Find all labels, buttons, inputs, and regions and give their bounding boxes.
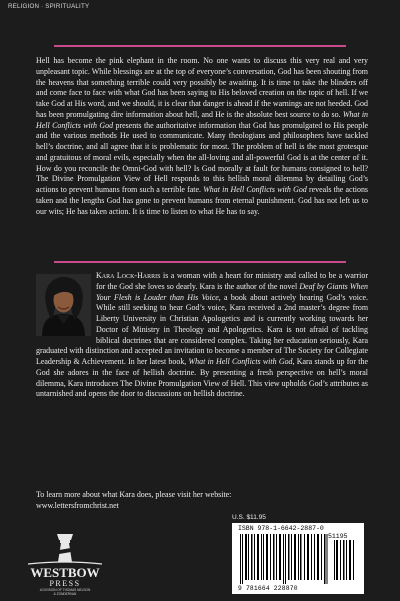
blurb-part-3: reveals the actions taken and the lengths God has gone to prevent humans from eternal punishment. God has not left us to our wits; He has taken action. It is time to listen to what He has to say.	[36, 185, 369, 216]
bio-part-1: is a woman with a heart for ministry and called to be a warrior for the God she loves so dearly. Kara is the author of the novel	[96, 271, 368, 291]
isbn-text: ISBN 978-1-6642-2887-0	[238, 525, 324, 532]
publisher-tagline-2: & ZONDERVAN	[53, 592, 77, 596]
contact-line: To learn more about what Kara does, please visit her website:	[36, 490, 232, 499]
bio-book-title-1: Deaf by Giants When Your Flesh is Louder than His Voice	[96, 281, 368, 302]
bio-part-2: , a book about actively hearing God’s voice. While still seeking to hear God’s voice, Kara received a 2nd master’s degree from Liberty University in Christian Apologetics and is currently working towards her Doctor of Ministry in Theology and Apologetics. Kara is not afraid of tackling biblical doctrines that are considered complex. Taking her education seriously, Kara graduated with distinction and accepted an invitation to become a member of The Society for Collegiate Leadership & Achievement. In her latest book,	[36, 292, 369, 366]
top-divider	[54, 45, 346, 47]
bottom-divider	[54, 261, 346, 263]
blurb-book-title-1: What in Hell Conflicts with God	[36, 109, 368, 130]
barcode	[232, 523, 364, 594]
category-label: RELIGION · SPIRITUALITY	[8, 3, 90, 10]
author-name: Kara Lock-Harris	[96, 271, 161, 280]
barcode-digits: 9 781664 228870	[238, 585, 298, 592]
publisher-name-a: WESTBOW	[30, 565, 100, 580]
barcode-bars	[238, 534, 358, 584]
publisher-name-b: PRESS	[49, 579, 81, 588]
contact-info	[36, 490, 368, 512]
website-link[interactable]: www.lettersfromchrist.net	[36, 500, 119, 510]
back-cover-blurb	[36, 56, 368, 217]
price-label: U.S. $11.95	[232, 514, 266, 521]
author-photo	[36, 274, 91, 336]
blurb-part-2: presents the authoritative information that God has promulgated to His people and the various methods He used to communicate. Many theologians and philosophers have tackled hell’s doctrine, and all agree that it is problematic for most. The problem of hell is the most grotesque and gratuitous of moral evils, especially when the all-loving and all-powerful God is at the center of it. How do you reconcile the Omni-God with hell? Is God morally at fault for humans consigned to hell? The Divine Promulgation View of Hell responds to this hellish moral dilemma by detailing God’s actions to prevent humans from such a terrible fate.	[36, 120, 368, 194]
bio-part-3: , Kara stands up for the God she adores in the face of hellish doctrine. By presenting a fresh perspective on hell’s moral dilemma, Kara introduces The Divine Promulgation View of Hell. This view upholds God’s attributes as untarnished and opens the door to discussions on hellish doctrine.	[36, 357, 369, 399]
blurb-book-title-2: What in Hell Conflicts with God	[203, 185, 307, 194]
bio-book-title-2: What in Hell Conflicts with God	[188, 357, 293, 366]
barcode-block	[232, 514, 364, 594]
blurb-part-1: Hell has become the pink elephant in the room. No one wants to discuss this very real and very unpleasant topic. While blessings are at the top of everyone’s conversation, God has been shouting from the heavens that something terrible could very possibly be awaiting. It is time to take the blinders off and come face to face with what God has been saying to His beloved creation on the topic of hell. If we take God at His word, and we should, it is clear that danger is ahead if the warnings are not heeded. God has been promulgating dire information about hell, and He is the absolute best source to do so.	[36, 56, 368, 119]
publisher-tagline-1: A DIVISION OF THOMAS NELSON	[39, 588, 91, 592]
westbow-lighthouse-logo	[20, 530, 110, 596]
price-code: 51195	[328, 533, 348, 540]
